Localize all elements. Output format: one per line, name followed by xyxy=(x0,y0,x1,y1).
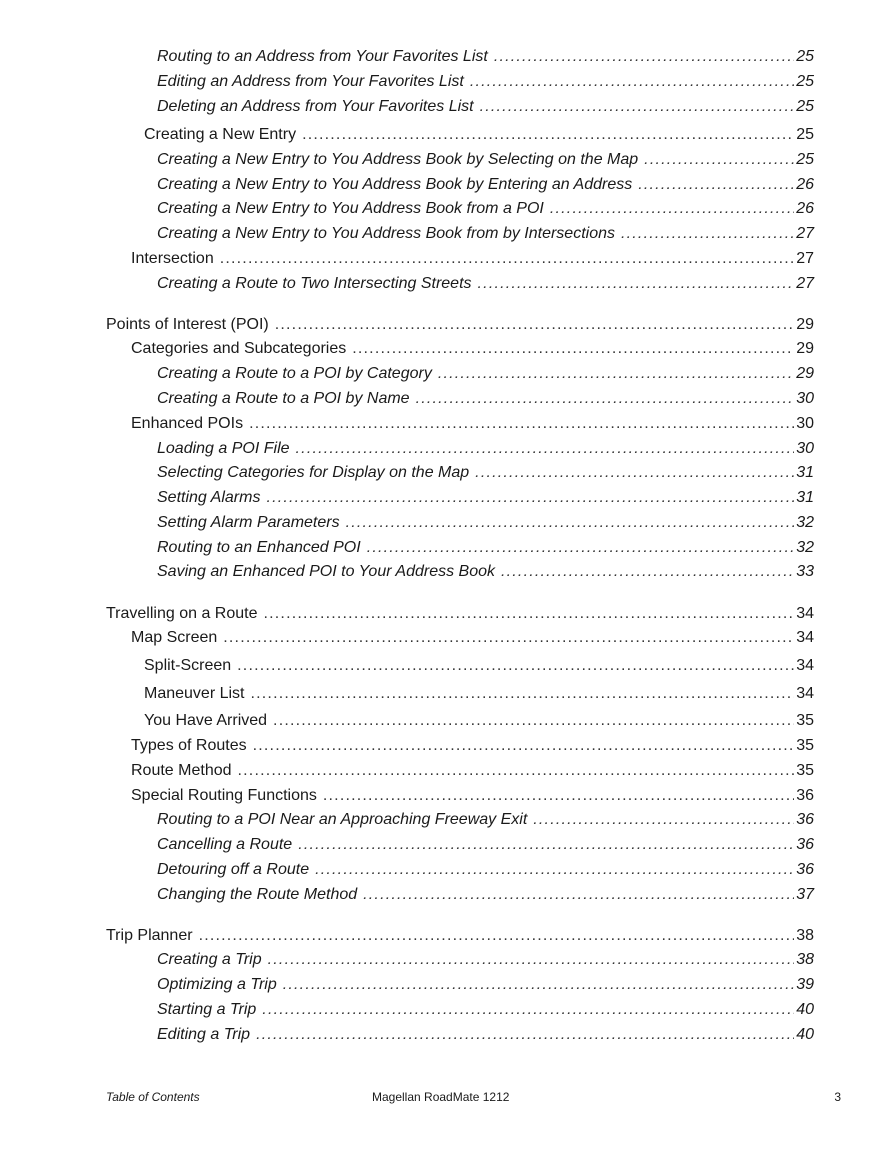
toc-entry-title: Split-Screen xyxy=(144,657,232,674)
toc-entry[interactable] xyxy=(157,949,814,971)
toc-dot-leader xyxy=(273,710,794,732)
toc-entry[interactable] xyxy=(157,198,814,220)
toc-entry-page-number: 26 xyxy=(796,176,814,193)
toc-dot-leader xyxy=(363,884,794,906)
toc-dot-leader xyxy=(315,859,794,881)
toc-entry[interactable] xyxy=(157,462,814,484)
toc-entry-page-number: 36 xyxy=(796,811,814,828)
toc-entry-page-number: 30 xyxy=(796,415,814,432)
toc-entry-title: Enhanced POIs xyxy=(131,415,244,432)
toc-entry[interactable] xyxy=(157,149,814,171)
toc-entry-title: Creating a New Entry to You Address Book from a POI xyxy=(157,200,544,217)
toc-entry-title: Routing to a POI Near an Approaching Freeway Exit xyxy=(157,811,528,828)
toc-entry-page-number: 29 xyxy=(796,316,814,333)
toc-entry[interactable] xyxy=(157,537,814,559)
toc-entry[interactable] xyxy=(157,859,814,881)
toc-dot-leader xyxy=(478,273,795,295)
toc-entry[interactable] xyxy=(131,413,814,435)
toc-entry[interactable] xyxy=(144,710,814,732)
toc-dot-leader xyxy=(264,603,795,625)
toc-entry-title: Creating a New Entry to You Address Book by Entering an Address xyxy=(157,176,633,193)
toc-entry-title: Editing an Address from Your Favorites List xyxy=(157,73,464,90)
toc-entry-page-number: 40 xyxy=(796,1026,814,1043)
toc-entry-page-number: 38 xyxy=(796,951,814,968)
toc-dot-leader xyxy=(253,735,795,757)
toc-dot-leader xyxy=(346,512,795,534)
toc-entry-title: Optimizing a Trip xyxy=(157,976,277,993)
toc-entry-page-number: 30 xyxy=(796,440,814,457)
toc-dot-leader xyxy=(275,314,794,336)
toc-dot-leader xyxy=(352,338,794,360)
toc-dot-leader xyxy=(266,487,794,509)
toc-dot-leader xyxy=(268,949,795,971)
toc-dot-leader xyxy=(644,149,794,171)
toc-dot-leader xyxy=(470,71,794,93)
toc-entry-title: Setting Alarm Parameters xyxy=(157,514,340,531)
toc-dot-leader xyxy=(480,96,795,118)
toc-entry-page-number: 37 xyxy=(796,886,814,903)
toc-entry-page-number: 40 xyxy=(796,1001,814,1018)
toc-dot-leader xyxy=(416,388,795,410)
toc-entry-title: Route Method xyxy=(131,762,232,779)
toc-entry-page-number: 25 xyxy=(796,48,814,65)
toc-dot-leader xyxy=(323,785,794,807)
footer-page-number: 3 xyxy=(834,1090,841,1104)
toc-entry[interactable] xyxy=(144,655,814,677)
toc-entry[interactable] xyxy=(144,124,814,146)
toc-dot-leader xyxy=(199,925,795,947)
toc-entry-page-number: 35 xyxy=(796,737,814,754)
toc-entry-title: Travelling on a Route xyxy=(106,605,258,622)
toc-entry[interactable] xyxy=(157,512,814,534)
toc-entry-page-number: 27 xyxy=(796,225,814,242)
page-footer xyxy=(0,1087,893,1107)
toc-entry-page-number: 39 xyxy=(796,976,814,993)
toc-entry[interactable] xyxy=(144,683,814,705)
toc-entry[interactable] xyxy=(157,71,814,93)
toc-entry-page-number: 30 xyxy=(796,390,814,407)
toc-entry[interactable] xyxy=(157,273,814,295)
toc-entry[interactable] xyxy=(157,884,814,906)
toc-entry-title: Map Screen xyxy=(131,629,218,646)
toc-dot-leader xyxy=(475,462,794,484)
toc-entry[interactable] xyxy=(157,46,814,68)
toc-entry-title: Intersection xyxy=(131,250,214,267)
toc-entry[interactable] xyxy=(131,760,814,782)
toc-entry[interactable] xyxy=(157,487,814,509)
toc-entry-page-number: 27 xyxy=(796,250,814,267)
toc-dot-leader xyxy=(367,537,795,559)
toc-entry[interactable] xyxy=(131,248,814,270)
toc-entry[interactable] xyxy=(157,174,814,196)
toc-entry-title: Selecting Categories for Display on the Map xyxy=(157,464,470,481)
toc-entry[interactable] xyxy=(157,96,814,118)
toc-entry[interactable] xyxy=(131,735,814,757)
toc-dot-leader xyxy=(220,248,794,270)
toc-entry-page-number: 36 xyxy=(796,861,814,878)
toc-entry-title: Editing a Trip xyxy=(157,1026,251,1043)
toc-entry[interactable] xyxy=(157,974,814,996)
toc-entry[interactable] xyxy=(131,785,814,807)
toc-entry[interactable] xyxy=(106,314,814,336)
toc-entry[interactable] xyxy=(106,603,814,625)
toc-entry-title: Saving an Enhanced POI to Your Address Book xyxy=(157,563,495,580)
toc-dot-leader xyxy=(296,438,795,460)
toc-entry-title: Creating a New Entry xyxy=(144,126,297,143)
toc-dot-leader xyxy=(262,999,794,1021)
toc-entry-title: Categories and Subcategories xyxy=(131,340,347,357)
toc-dot-leader xyxy=(223,627,794,649)
toc-dot-leader xyxy=(251,683,795,705)
toc-entry-page-number: 29 xyxy=(796,365,814,382)
toc-entry-page-number: 27 xyxy=(796,275,814,292)
toc-entry-title: Loading a POI File xyxy=(157,440,290,457)
toc-entry-page-number: 34 xyxy=(796,685,814,702)
toc-entry-page-number: 25 xyxy=(796,126,814,143)
toc-entry[interactable] xyxy=(157,561,814,583)
toc-entry-page-number: 36 xyxy=(796,836,814,853)
toc-entry-title: Creating a Route to Two Intersecting Streets xyxy=(157,275,472,292)
toc-entry-page-number: 34 xyxy=(796,657,814,674)
toc-entry-page-number: 36 xyxy=(796,787,814,804)
toc-dot-leader xyxy=(298,834,794,856)
toc-entry-title: Cancelling a Route xyxy=(157,836,293,853)
toc-entry-title: Maneuver List xyxy=(144,685,245,702)
toc-dot-leader xyxy=(533,809,794,831)
toc-dot-leader xyxy=(302,124,794,146)
toc-entry-title: Creating a New Entry to You Address Book from by Intersections xyxy=(157,225,615,242)
toc-entry-page-number: 33 xyxy=(796,563,814,580)
toc-entry-page-number: 34 xyxy=(796,629,814,646)
footer-section-name: Table of Contents xyxy=(106,1090,200,1104)
toc-entry-title: Setting Alarms xyxy=(157,489,261,506)
toc-entry-page-number: 34 xyxy=(796,605,814,622)
toc-dot-leader xyxy=(438,363,794,385)
toc-entry-page-number: 26 xyxy=(796,200,814,217)
toc-entry-title: Trip Planner xyxy=(106,927,193,944)
toc-entry-page-number: 29 xyxy=(796,340,814,357)
toc-entry[interactable] xyxy=(157,999,814,1021)
toc-entry-title: Creating a Route to a POI by Name xyxy=(157,390,410,407)
toc-entry-page-number: 35 xyxy=(796,762,814,779)
toc-entry-page-number: 32 xyxy=(796,539,814,556)
toc-entry-title: Types of Routes xyxy=(131,737,247,754)
toc-entry-title: Detouring off a Route xyxy=(157,861,310,878)
toc-entry-title: Deleting an Address from Your Favorites List xyxy=(157,98,474,115)
toc-entry-title: Creating a New Entry to You Address Book by Selecting on the Map xyxy=(157,151,639,168)
toc-dot-leader xyxy=(494,46,794,68)
toc-dot-leader xyxy=(283,974,794,996)
toc-dot-leader xyxy=(638,174,794,196)
toc-entry-title: Special Routing Functions xyxy=(131,787,317,804)
toc-entry-page-number: 38 xyxy=(796,927,814,944)
toc-entry[interactable] xyxy=(131,627,814,649)
toc-entry[interactable] xyxy=(157,223,814,245)
toc-entry-title: Routing to an Address from Your Favorites List xyxy=(157,48,488,65)
toc-entry-page-number: 32 xyxy=(796,514,814,531)
toc-entry-page-number: 35 xyxy=(796,712,814,729)
toc-entry-title: Starting a Trip xyxy=(157,1001,257,1018)
toc-entry-title: Creating a Route to a POI by Category xyxy=(157,365,432,382)
toc-entry[interactable] xyxy=(157,388,814,410)
toc-entry-title: Routing to an Enhanced POI xyxy=(157,539,361,556)
toc-entry[interactable] xyxy=(106,925,814,947)
toc-entry-page-number: 25 xyxy=(796,151,814,168)
toc-entry-page-number: 25 xyxy=(796,73,814,90)
toc-dot-leader xyxy=(237,655,794,677)
toc-entry-title: Points of Interest (POI) xyxy=(106,316,269,333)
toc-entry[interactable] xyxy=(157,363,814,385)
toc-dot-leader xyxy=(621,223,794,245)
toc-entry-title: You Have Arrived xyxy=(144,712,268,729)
toc-entry[interactable] xyxy=(157,1024,814,1046)
toc-entry[interactable] xyxy=(157,438,814,460)
footer-product-name: Magellan RoadMate 1212 xyxy=(372,1090,510,1104)
toc-entry-title: Creating a Trip xyxy=(157,951,262,968)
toc-entry-title: Changing the Route Method xyxy=(157,886,358,903)
toc-entry-page-number: 31 xyxy=(796,489,814,506)
toc-dot-leader xyxy=(238,760,795,782)
toc-dot-leader xyxy=(256,1024,794,1046)
toc-entry-page-number: 25 xyxy=(796,98,814,115)
toc-entry[interactable] xyxy=(157,834,814,856)
toc-dot-leader xyxy=(249,413,794,435)
toc-dot-leader xyxy=(501,561,794,583)
toc-entry-page-number: 31 xyxy=(796,464,814,481)
toc-entry[interactable] xyxy=(157,809,814,831)
toc-entry[interactable] xyxy=(131,338,814,360)
toc-dot-leader xyxy=(550,198,794,220)
